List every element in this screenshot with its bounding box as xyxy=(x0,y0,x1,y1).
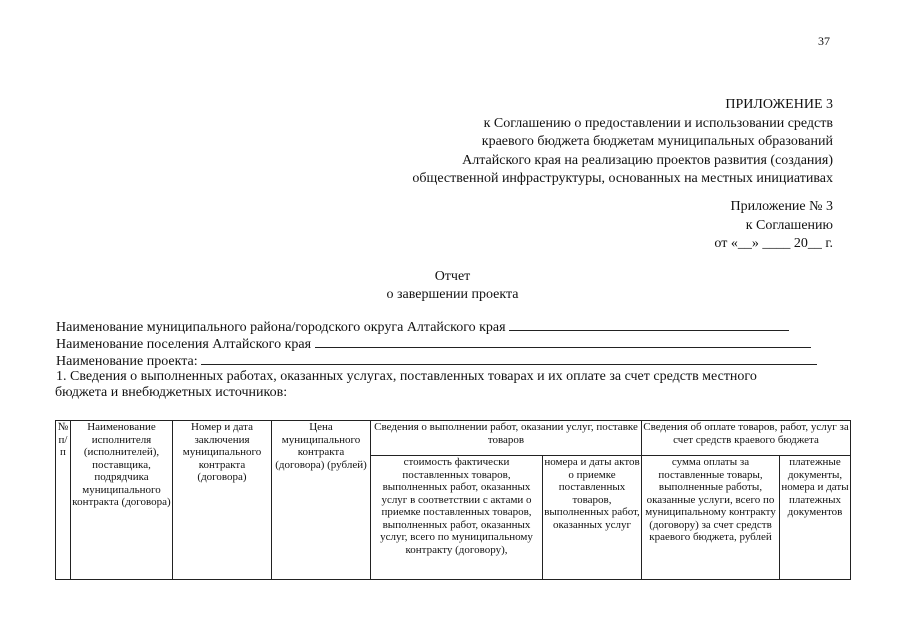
district-blank xyxy=(509,318,789,331)
agreement-appendix-ref: к Соглашению xyxy=(745,217,833,233)
header-contract: Номер и дата заключения муниципального контракта (договора) xyxy=(173,421,272,580)
section1-line: 1. Сведения о выполненных работах, оказанных услугах, поставленных товарах и их оплате за счет средств местного xyxy=(56,369,757,384)
header-price: Цена муниципального контракта (договора) (рублей) xyxy=(272,421,371,580)
district-label: Наименование муниципального района/городского округа Алтайского края xyxy=(56,320,506,335)
settlement-field xyxy=(56,335,811,353)
appendix-line: общественной инфраструктуры, основанных на местных инициативах xyxy=(412,171,833,186)
header-num: № п/п xyxy=(56,421,71,580)
report-subtitle: о завершении проекта xyxy=(386,287,519,302)
header-acts: номера и даты актов о приемке поставленных товаров, выполненных работ, оказанных услуг xyxy=(543,456,642,580)
agreement-appendix xyxy=(714,198,833,254)
settlement-blank xyxy=(315,335,811,348)
report-heading xyxy=(0,268,905,304)
project-blank xyxy=(201,352,817,365)
settlement-label: Наименование поселения Алтайского края xyxy=(56,337,312,352)
section1-line: бюджета и внебюджетных источников: xyxy=(55,385,288,400)
report-title: Отчет xyxy=(434,269,471,284)
header-sum: сумма оплаты за поставленные товары, выполненные работы, оказанные услуги, всего по муниципальному контракту (договору) за счет средств краевого бюджета, рублей xyxy=(642,456,780,580)
appendix-title: ПРИЛОЖЕНИЕ 3 xyxy=(725,97,833,112)
header-cost: стоимость фактически поставленных товаров, выполненных работ, оказанных услуг в соответствии с актами о приемке поставленных товаров, выполненных работ, оказанных услуг, всего по муниципальному контракту (договору), xyxy=(371,456,543,580)
page-number: 37 xyxy=(818,34,830,48)
project-label: Наименование проекта: xyxy=(56,354,198,369)
project-field xyxy=(56,352,817,370)
appendix-header xyxy=(412,96,833,189)
appendix-line: краевого бюджета бюджетам муниципальных образований xyxy=(481,134,833,149)
header-docs: платежные документы, номера и даты платежных документов xyxy=(780,456,851,580)
appendix-line: Алтайского края на реализацию проектов развития (создания) xyxy=(462,152,833,168)
header-contractor: Наименование исполнителя (исполнителей), поставщика, подрядчика муниципального контракта (договора) xyxy=(71,421,173,580)
appendix-line: к Соглашению о предоставлении и использовании средств xyxy=(483,115,833,131)
agreement-appendix-number: Приложение № 3 xyxy=(730,199,833,214)
header-works-group: Сведения о выполнении работ, оказании услуг, поставке товаров xyxy=(371,421,642,456)
header-payment-group: Сведения об оплате товаров, работ, услуг за счет средств краевого бюджета xyxy=(642,421,851,456)
agreement-appendix-date: от «__» ____ 20__ г. xyxy=(714,236,833,251)
report-table xyxy=(55,420,851,580)
district-field xyxy=(56,318,789,336)
